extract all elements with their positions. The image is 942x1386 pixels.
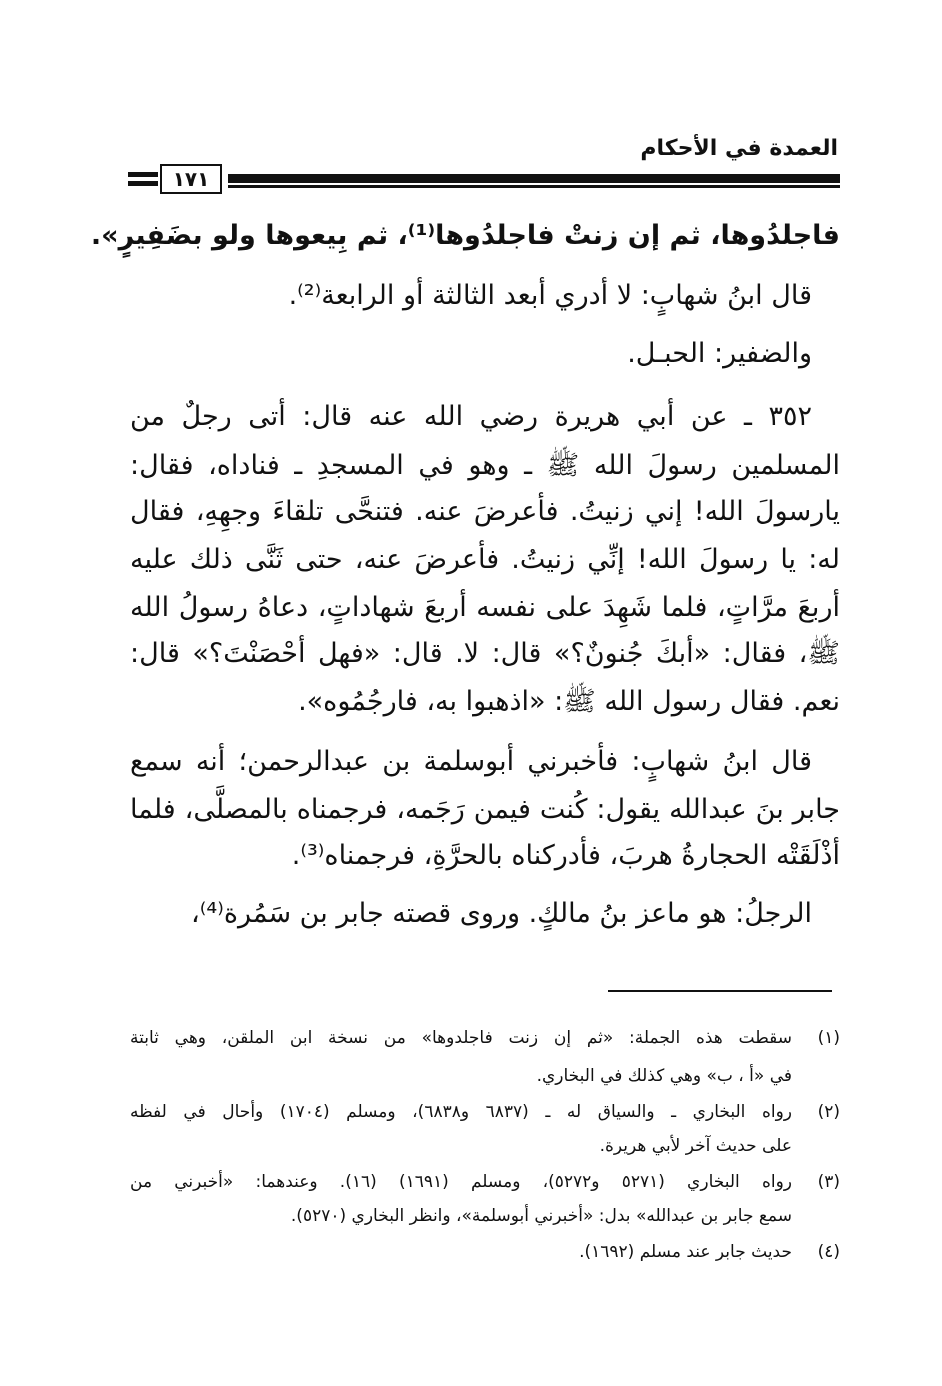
body-line: جابر بنَ عبدالله يقول: كُنت فيمن رَجَمه، فرجمناه بالمصلَّى، فلما — [130, 794, 840, 825]
footnote-line: على حديث آخر لأبي هريرة. — [599, 1136, 792, 1156]
header-rule-left-bottom — [128, 181, 158, 186]
header-rule-thin — [228, 185, 840, 188]
body-line: نعم. فقال رسول الله ﷺ: «اذهبوا به، فارجُمُوه». — [298, 686, 840, 717]
hadith-352-line: ٣٥٢ ـ عن أبي هريرة رضي الله عنه قال: أتى رجلٌ من — [130, 401, 812, 432]
footnote-line: رواه البخاري ـ والسياق له ـ (٦٨٣٧ و٦٨٣٨)، ومسلم (١٧٠٤) وأحال في لفظه — [130, 1102, 792, 1122]
footnote-number: (٣) — [817, 1172, 840, 1192]
body-line: الرجلُ: هو ماعز بنُ مالكٍ. وروى قصته جابر بن سَمُرة⁽⁴⁾، — [191, 898, 812, 929]
body-line: ﷺ، فقال: «أبكَ جُنونٌ؟» قال: لا. قال: «فهل أحْصَنْتَ؟» قال: — [130, 638, 840, 669]
header-rule-thick — [228, 174, 840, 183]
body-line: له: يا رسولَ الله! إنِّي زنيتُ. فأعرضَ عنه، حتى ثَنَّى ذلك عليه — [130, 544, 840, 575]
footnote-line: حديث جابر عند مسلم (١٦٩٢). — [579, 1242, 792, 1262]
footnote-number: (٢) — [817, 1102, 840, 1122]
body-line: فاجلدُوها، ثم إن زنتْ فاجلدُوها⁽¹⁾، ثم بِيعوها ولو بضَفِيرٍ». — [90, 220, 840, 251]
page-number: ١٧١ — [160, 164, 222, 194]
body-line: والضفير: الحبـل. — [627, 338, 812, 369]
body-line: قال ابنُ شهابٍ: فأخبرني أبوسلمة بن عبدالرحمن؛ أنه سمع — [130, 746, 812, 777]
footnote-line: سمع جابر بن عبدالله» بدل: «أخبرني أبوسلمة»، وانظر البخاري (٥٢٧٠). — [290, 1206, 792, 1226]
footnote-number: (١) — [817, 1028, 840, 1048]
body-line: يارسولَ الله! إني زنيتُ. فأعرضَ عنه. فتنحَّى تلقاءَ وجهِهِ، فقال — [130, 496, 840, 527]
header-rule-left-top — [128, 172, 158, 177]
body-line: أذْلَقَتْه الحجارةُ هربَ، فأدركناه بالحرَّةِ، فرجمناه⁽³⁾. — [291, 840, 840, 871]
body-line: قال ابنُ شهابٍ: لا أدري أبعد الثالثة أو الرابعة⁽²⁾. — [288, 280, 812, 311]
footnote-separator — [608, 990, 832, 992]
footnote-line: سقطت هذه الجملة: «ثم إن زنت فاجلدوها» من نسخة ابن الملقن، وهي ثابتة — [130, 1028, 792, 1048]
body-line: أربعَ مرَّاتٍ، فلما شَهِدَ على نفسه أربعَ شهاداتٍ، دعاهُ رسولُ الله — [130, 592, 840, 623]
footnote-line: في «أ ، ب» وهي كذلك في البخاري. — [536, 1066, 792, 1086]
footnote-line: رواه البخاري (٥٢٧١ و٥٢٧٢)، ومسلم (١٦٩١) (١٦). وعندهما: «أخبرني من — [130, 1172, 793, 1192]
footnote-number: (٤) — [817, 1242, 840, 1262]
running-title: العمدة في الأحكام — [640, 136, 838, 161]
body-line: المسلمين رسولَ الله ﷺ ـ وهو في المسجدِ ـ فناداه، فقال: — [130, 450, 840, 481]
